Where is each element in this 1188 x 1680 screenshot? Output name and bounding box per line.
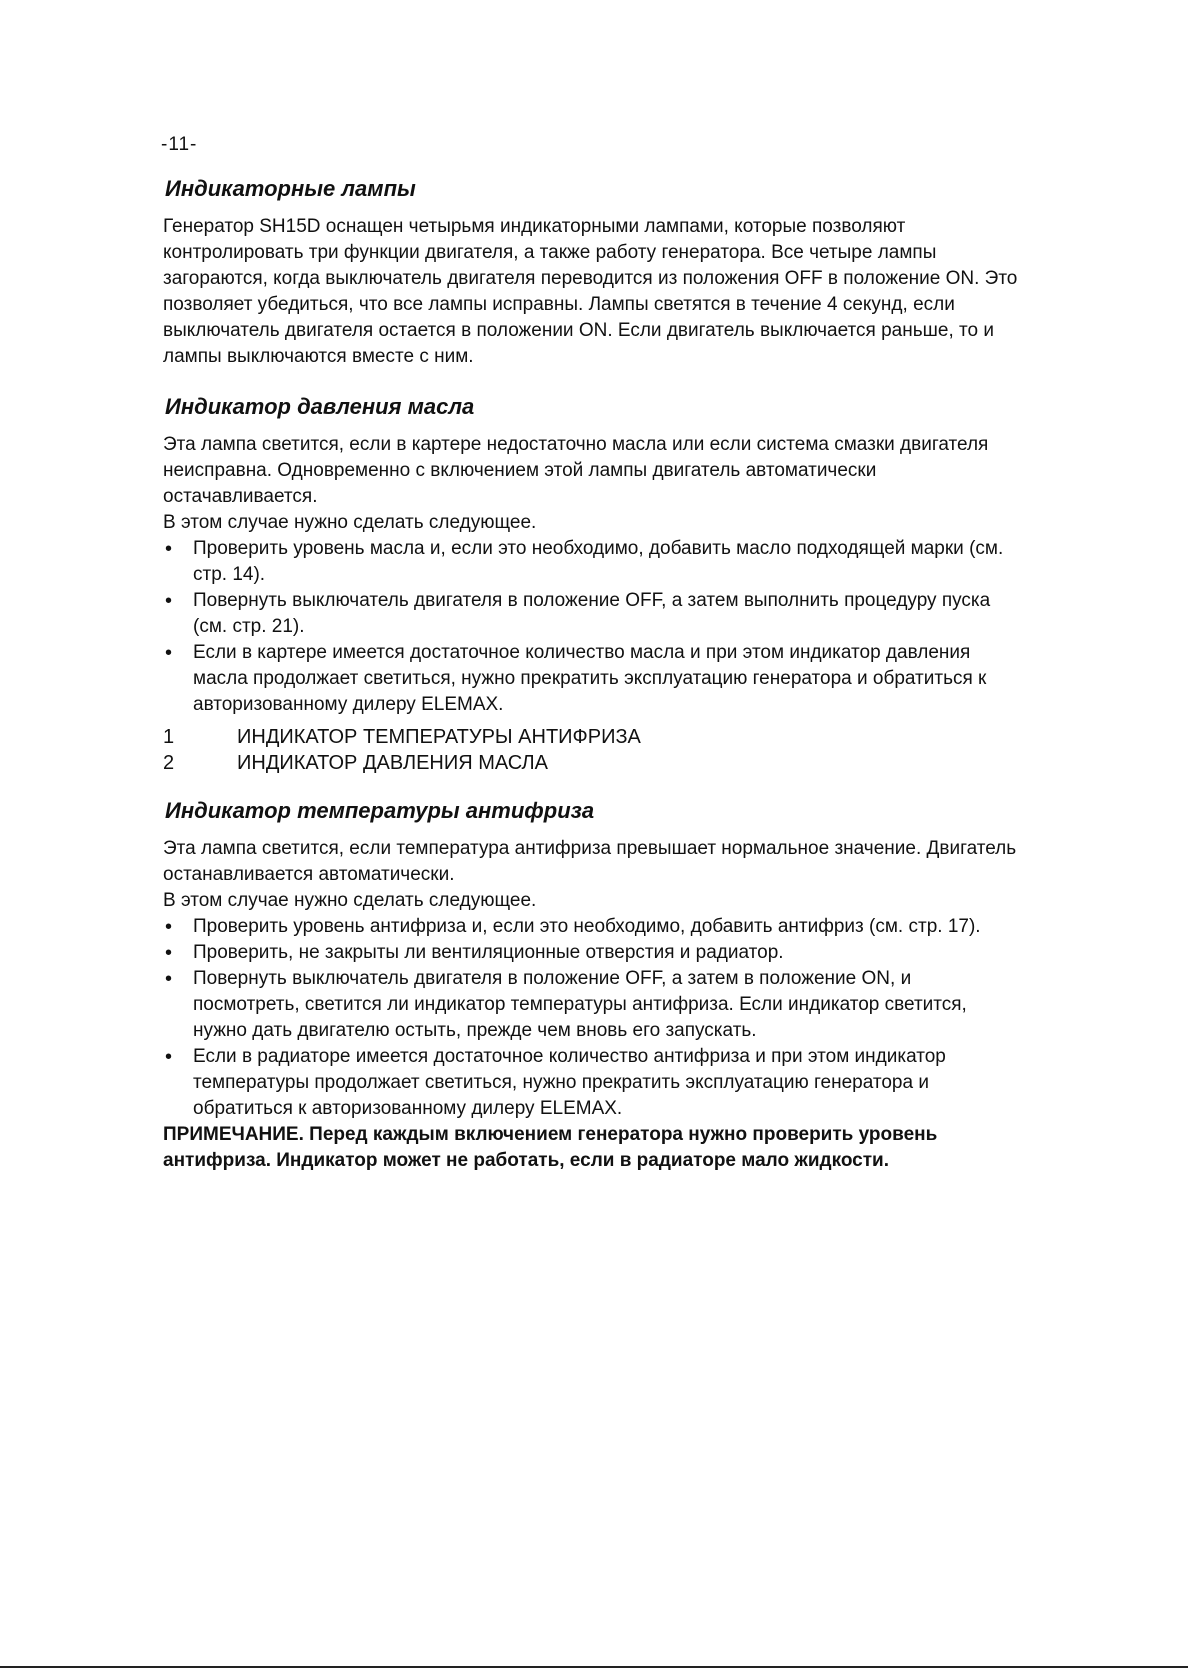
section-title: Индикаторные лампы — [165, 176, 416, 201]
document-page — [163, 134, 1023, 1198]
bullet-list — [163, 536, 1023, 718]
bullet-list — [163, 914, 1023, 1122]
list-item: • Если в картере имеется достаточное количество масла и при этом индикатор давления масла продолжает светиться, нужно прекратить эксплуатацию генератора и обратиться к авторизованному дилеру ELEMAX. — [163, 640, 1023, 718]
page-number: -11- — [161, 134, 198, 155]
legend-text: ИНДИКАТОР ДАВЛЕНИЯ МАСЛА — [237, 752, 549, 774]
legend-item — [163, 750, 1023, 776]
section-oil-pressure — [163, 394, 1023, 718]
section-title: Индикатор температуры антифриза — [165, 798, 595, 823]
section-paragraph: Генератор SH15D оснащен четырьмя индикаторными лампами, которые позволяют контролировать три функции двигателя, а также работу генератора. Все четыре лампы загораются, когда выключатель двигателя переводится из положения OFF в положение ON. Это позволяет убедиться, что все лампы исправны. Лампы светятся в течение 4 секунд, если выключатель двигателя остается в положении ON. Если двигатель выключается раньше, то и лампы выключаются вместе с ним. — [163, 216, 1018, 367]
section-coolant-temp — [163, 798, 1023, 1174]
legend-number: 1 — [163, 726, 175, 748]
list-item: • Если в радиаторе имеется достаточное количество антифриза и при этом индикатор температуры продолжает светиться, нужно прекратить эксплуатацию генератора и обратиться к авторизованному дилеру ELEMAX. — [163, 1044, 1023, 1122]
list-item: • Проверить уровень антифриза и, если это необходимо, добавить антифриз (см. стр. 17). — [163, 914, 1023, 940]
section-title: Индикатор давления масла — [165, 394, 475, 419]
list-item: • Повернуть выключатель двигателя в положение OFF, а затем выполнить процедуру пуска (см. стр. 21). — [163, 588, 1023, 640]
section-lead: В этом случае нужно сделать следующее. — [163, 512, 537, 533]
section-indicator-lamps — [163, 176, 1023, 370]
note-text: ПРИМЕЧАНИЕ. Перед каждым включением генератора нужно проверить уровень антифриза. Индикатор может не работать, если в радиаторе мало жидкости. — [163, 1124, 938, 1171]
list-item: • Проверить уровень масла и, если это необходимо, добавить масло подходящей марки (см. стр. 14). — [163, 536, 1023, 588]
legend-text: ИНДИКАТОР ТЕМПЕРАТУРЫ АНТИФРИЗА — [237, 726, 641, 748]
section-paragraph: Эта лампа светится, если в картере недостаточно масла или если система смазки двигателя неисправна. Одновременно с включением этой лампы двигатель автоматически остачавливается. — [163, 434, 989, 507]
page-bottom-edge — [0, 1666, 1188, 1668]
section-paragraph: Эта лампа светится, если температура антифриза превышает нормальное значение. Двигатель останавливается автоматически. — [163, 838, 1017, 885]
list-item: • Повернуть выключатель двигателя в положение OFF, а затем в положение ON, и посмотреть, светится ли индикатор температуры антифриза. Если индикатор светится, нужно дать двигателю остыть, прежде чем вновь его запускать. — [163, 966, 1023, 1044]
legend-item — [163, 724, 1023, 750]
figure-legend — [163, 724, 1023, 776]
list-item: • Проверить, не закрыты ли вентиляционные отверстия и радиатор. — [163, 940, 1023, 966]
legend-number: 2 — [163, 752, 175, 774]
section-lead: В этом случае нужно сделать следующее. — [163, 890, 537, 911]
